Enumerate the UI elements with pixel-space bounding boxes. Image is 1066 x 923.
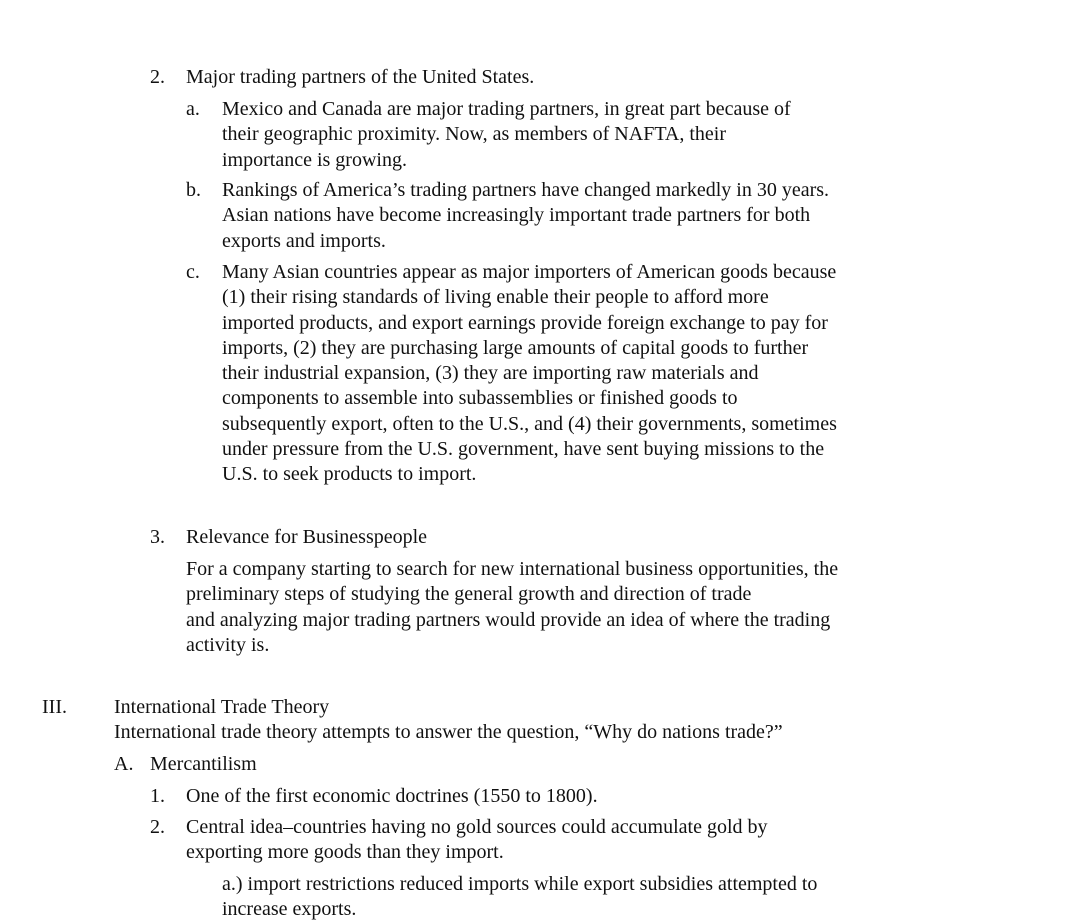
section-3-line: activity is.	[186, 633, 270, 656]
section-2-number: 2.	[150, 66, 165, 88]
part-3-intro: International trade theory attempts to answer the question, “Why do nations trade?”	[114, 721, 783, 743]
mercantilism-item-2-number: 2.	[150, 816, 165, 838]
item-2a-line: their geographic proximity. Now, as members of NAFTA, their	[222, 123, 727, 146]
mercantilism-item-1-number: 1.	[150, 785, 165, 807]
subsection-a-title: Mercantilism	[150, 753, 257, 775]
section-3-number: 3.	[150, 526, 165, 548]
item-2b-line: Rankings of America’s trading partners have changed markedly in 30 years.	[222, 179, 830, 201]
section-3-line: preliminary steps of studying the general growth and direction of trade	[186, 583, 752, 606]
item-2c-letter: c.	[186, 261, 200, 283]
item-2c-line: subsequently export, often to the U.S., and (4) their governments, sometimes	[222, 412, 837, 435]
item-2a-line: importance is growing.	[222, 148, 407, 171]
section-3-paragraph	[186, 557, 838, 658]
subsection-a-letter: A.	[114, 753, 134, 775]
item-2a-line: Mexico and Canada are major trading partners, in great part because of	[222, 98, 791, 120]
item-2c-line: under pressure from the U.S. government, have sent buying missions to the	[222, 438, 825, 461]
mercantilism-item-2a-line: a.) import restrictions reduced imports while export subsidies attempted to	[222, 873, 818, 895]
item-2c-line: imported products, and export earnings provide foreign exchange to pay for	[222, 311, 828, 334]
mercantilism-item-2-text	[186, 815, 768, 866]
item-2c-line: imports, (2) they are purchasing large amounts of capital goods to further	[222, 336, 809, 359]
item-2c-line: components to assemble into subassemblies or finished goods to	[222, 387, 738, 410]
item-2c-line: U.S. to seek products to import.	[222, 463, 477, 486]
mercantilism-item-2a-line: increase exports.	[222, 898, 357, 921]
mercantilism-item-1-text: One of the first economic doctrines (1550 to 1800).	[186, 785, 598, 807]
item-2a-letter: a.	[186, 98, 200, 120]
mercantilism-item-2-line: Central idea–countries having no gold sources could accumulate gold by	[186, 816, 768, 838]
item-2c-line: (1) their rising standards of living enable their people to afford more	[222, 286, 769, 309]
section-3-line: and analyzing major trading partners would provide an idea of where the trading	[186, 608, 831, 631]
item-2a-text	[222, 97, 791, 173]
item-2b-line: Asian nations have become increasingly important trade partners for both	[222, 204, 811, 227]
item-2b-text	[222, 178, 829, 254]
part-3-title: International Trade Theory	[114, 696, 330, 718]
item-2c-line: their industrial expansion, (3) they are importing raw materials and	[222, 362, 759, 385]
section-2-heading: Major trading partners of the United States.	[186, 66, 535, 88]
mercantilism-item-2-line: exporting more goods than they import.	[186, 841, 504, 864]
mercantilism-item-2a-text	[222, 872, 817, 923]
item-2b-line: exports and imports.	[222, 229, 386, 252]
item-2c-text	[222, 260, 837, 488]
part-3-numeral: III.	[42, 696, 67, 718]
section-3-line: For a company starting to search for new international business opportunities, the	[186, 558, 839, 580]
section-3-heading: Relevance for Businesspeople	[186, 526, 428, 548]
item-2b-letter: b.	[186, 179, 201, 201]
item-2c-line: Many Asian countries appear as major importers of American goods because	[222, 261, 837, 283]
